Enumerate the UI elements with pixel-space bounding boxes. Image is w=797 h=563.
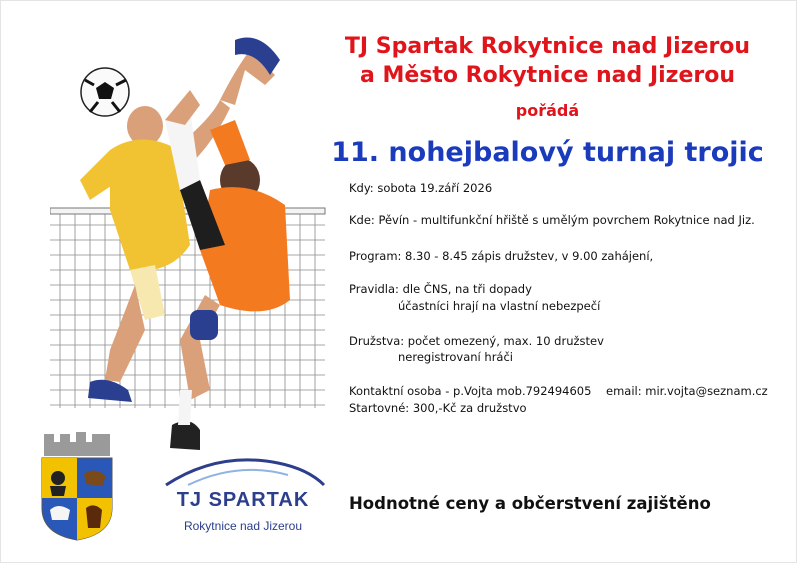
info-email[interactable]: email: mir.vojta@seznam.cz bbox=[606, 384, 768, 398]
info-pravidla: Pravidla: dle ČNS, na tři dopady bbox=[349, 282, 532, 296]
logo-subtitle: Rokytnice nad Jizerou bbox=[183, 519, 303, 533]
organizer-line-1: TJ Spartak Rokytnice nad Jizerou bbox=[344, 34, 751, 59]
nohejbal-photo bbox=[50, 30, 330, 460]
town-crest bbox=[36, 430, 118, 542]
crest-shield bbox=[42, 458, 112, 540]
crest-crown bbox=[44, 432, 110, 456]
logo-name: TJ SPARTAK bbox=[176, 489, 310, 511]
info-kdy: Kdy: sobota 19.září 2026 bbox=[349, 181, 493, 195]
tournament-title: 11. nohejbalový turnaj trojic bbox=[331, 137, 764, 168]
info-program: Program: 8.30 - 8.45 zápis družstev, v 9.00 zahájení, bbox=[349, 249, 654, 263]
info-druzstva-note: neregistrovaní hráči bbox=[398, 350, 513, 364]
tj-spartak-logo bbox=[158, 455, 328, 545]
prizes-line: Hodnotné ceny a občerstvení zajištěno bbox=[349, 494, 711, 513]
info-startovne: Startovné: 300,-Kč za družstvo bbox=[349, 401, 527, 415]
info-kontakt: Kontaktní osoba - p.Vojta mob.792494605 bbox=[349, 384, 592, 398]
organizer-line-2: a Město Rokytnice nad Jizerou bbox=[359, 63, 736, 88]
info-pravidla-note: účastníci hrají na vlastní nebezpečí bbox=[398, 299, 601, 313]
info-druzstva: Družstva: počet omezený, max. 10 družstev bbox=[349, 334, 604, 348]
info-kde: Kde: Pěvín - multifunkční hřiště s umělým povrchem Rokytnice nad Jiz. bbox=[349, 213, 755, 227]
porada-label: pořádá bbox=[515, 101, 580, 120]
ball bbox=[81, 68, 129, 116]
